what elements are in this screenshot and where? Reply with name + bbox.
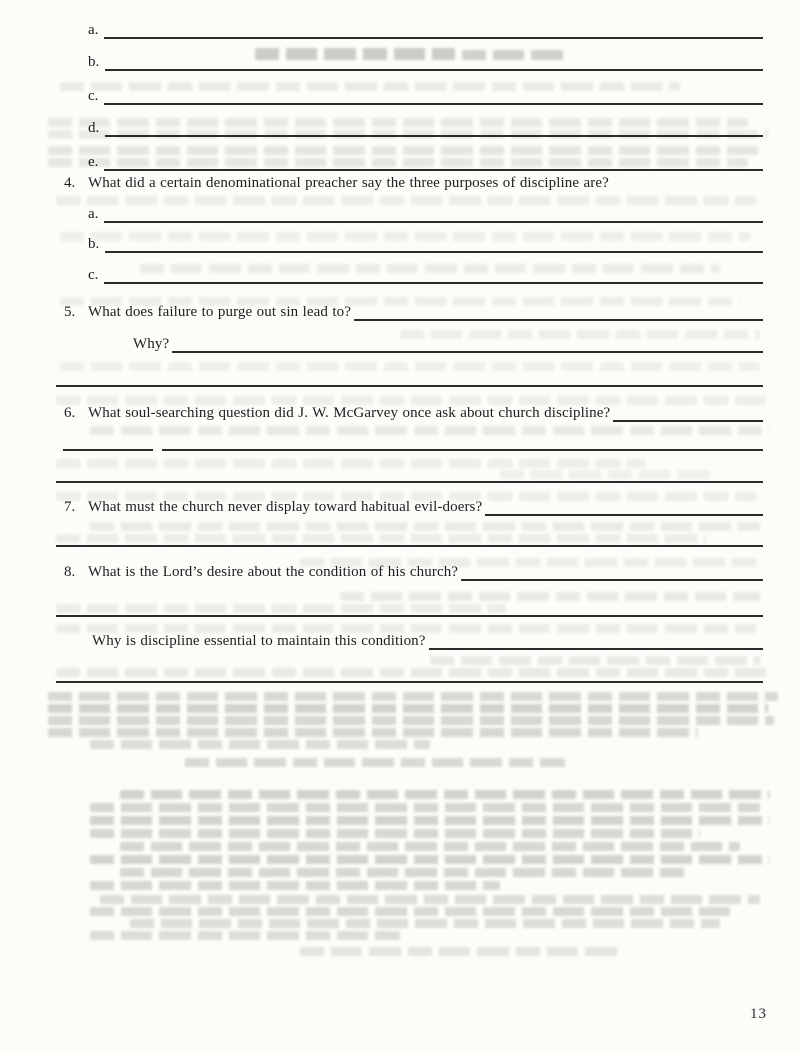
ghost-text-row xyxy=(90,907,730,916)
ghost-text-row xyxy=(56,668,766,677)
ghost-text-row xyxy=(56,196,756,205)
answer-line-broken xyxy=(63,449,763,451)
answer-line xyxy=(354,319,763,321)
ghost-text-row xyxy=(90,426,770,435)
answer-line xyxy=(104,282,763,284)
question-text: What does failure to purge out sin lead to? xyxy=(88,304,351,320)
blank-label: a. xyxy=(88,22,99,38)
ghost-text-row xyxy=(120,790,770,799)
blank-label: a. xyxy=(88,206,99,222)
blank-label: c. xyxy=(88,88,99,104)
answer-line xyxy=(613,420,763,422)
answer-line xyxy=(104,103,763,105)
ghost-text-row xyxy=(48,716,774,725)
answer-line xyxy=(104,221,763,223)
answer-line xyxy=(485,514,763,516)
ghost-text-row xyxy=(300,947,620,956)
ghost-text-row xyxy=(90,881,500,890)
blank-line-d xyxy=(88,119,763,137)
ghost-text-row xyxy=(60,362,760,371)
question-text: What did a certain denominational preacher say the three purposes of discipline are? xyxy=(88,175,609,191)
question-number: 7. xyxy=(64,499,76,515)
question-5-why xyxy=(133,335,763,353)
ghost-text-row xyxy=(90,803,760,812)
ghost-text-row xyxy=(90,855,770,864)
ghost-text-row xyxy=(100,895,760,904)
followup-label: Why? xyxy=(133,336,170,352)
answer-line-segment xyxy=(63,449,153,451)
ghost-text-row xyxy=(130,919,720,928)
question-4-blank-a xyxy=(88,205,763,223)
question-4 xyxy=(64,174,763,192)
blank-label: b. xyxy=(88,236,100,252)
answer-line xyxy=(429,648,763,650)
question-number: 6. xyxy=(64,405,76,421)
blank-line-c xyxy=(88,87,763,105)
ghost-text-row xyxy=(90,740,430,749)
answer-line xyxy=(104,37,763,39)
ghost-text-row xyxy=(500,470,710,479)
blank-label: b. xyxy=(88,54,100,70)
ghost-text-row xyxy=(90,522,760,531)
answer-line xyxy=(56,615,763,617)
blank-line-a xyxy=(88,21,763,39)
blank-label: d. xyxy=(88,120,100,136)
ghost-text-row xyxy=(90,816,770,825)
answer-line xyxy=(105,135,763,137)
answer-line xyxy=(56,385,763,387)
blank-line-e xyxy=(88,153,763,171)
answer-line xyxy=(56,545,763,547)
question-8 xyxy=(64,563,763,581)
page-number: 13 xyxy=(750,1006,767,1022)
answer-line xyxy=(172,351,763,353)
ghost-text-row xyxy=(120,842,740,851)
blank-label: e. xyxy=(88,154,99,170)
ghost-text-row xyxy=(185,758,565,767)
question-number: 4. xyxy=(64,175,76,191)
answer-line xyxy=(56,481,763,483)
answer-line xyxy=(104,169,763,171)
question-number: 8. xyxy=(64,564,76,580)
question-4-blank-b xyxy=(88,235,763,253)
ghost-text-row xyxy=(56,604,506,613)
ghost-text-row xyxy=(340,592,760,601)
ghost-text-row xyxy=(48,728,698,737)
answer-line xyxy=(105,69,763,71)
ghost-text-row xyxy=(120,868,690,877)
blank-label: c. xyxy=(88,267,99,283)
question-8-followup xyxy=(92,632,763,650)
ghost-text-row xyxy=(430,656,760,665)
answer-line-segment xyxy=(162,449,763,451)
answer-line xyxy=(56,681,763,683)
ghost-text-row xyxy=(90,829,700,838)
ghost-text-row xyxy=(90,931,400,940)
question-text: What must the church never display toward habitual evil-doers? xyxy=(88,499,483,515)
question-5 xyxy=(64,303,763,321)
question-4-blank-c xyxy=(88,266,763,284)
answer-line xyxy=(461,579,763,581)
ghost-text-row xyxy=(48,692,778,701)
question-text: What is the Lord’s desire about the condition of his church? xyxy=(88,564,459,580)
ghost-text-row xyxy=(56,459,646,468)
ghost-text-row xyxy=(48,704,768,713)
question-6 xyxy=(64,404,763,422)
answer-line xyxy=(105,251,763,253)
question-number: 5. xyxy=(64,304,76,320)
question-7 xyxy=(64,498,763,516)
question-text: What soul-searching question did J. W. McGarvey once ask about church discipline? xyxy=(88,405,611,421)
ghost-text-row xyxy=(56,534,706,543)
blank-line-b xyxy=(88,53,763,71)
followup-question-text: Why is discipline essential to maintain this condition? xyxy=(92,633,426,649)
